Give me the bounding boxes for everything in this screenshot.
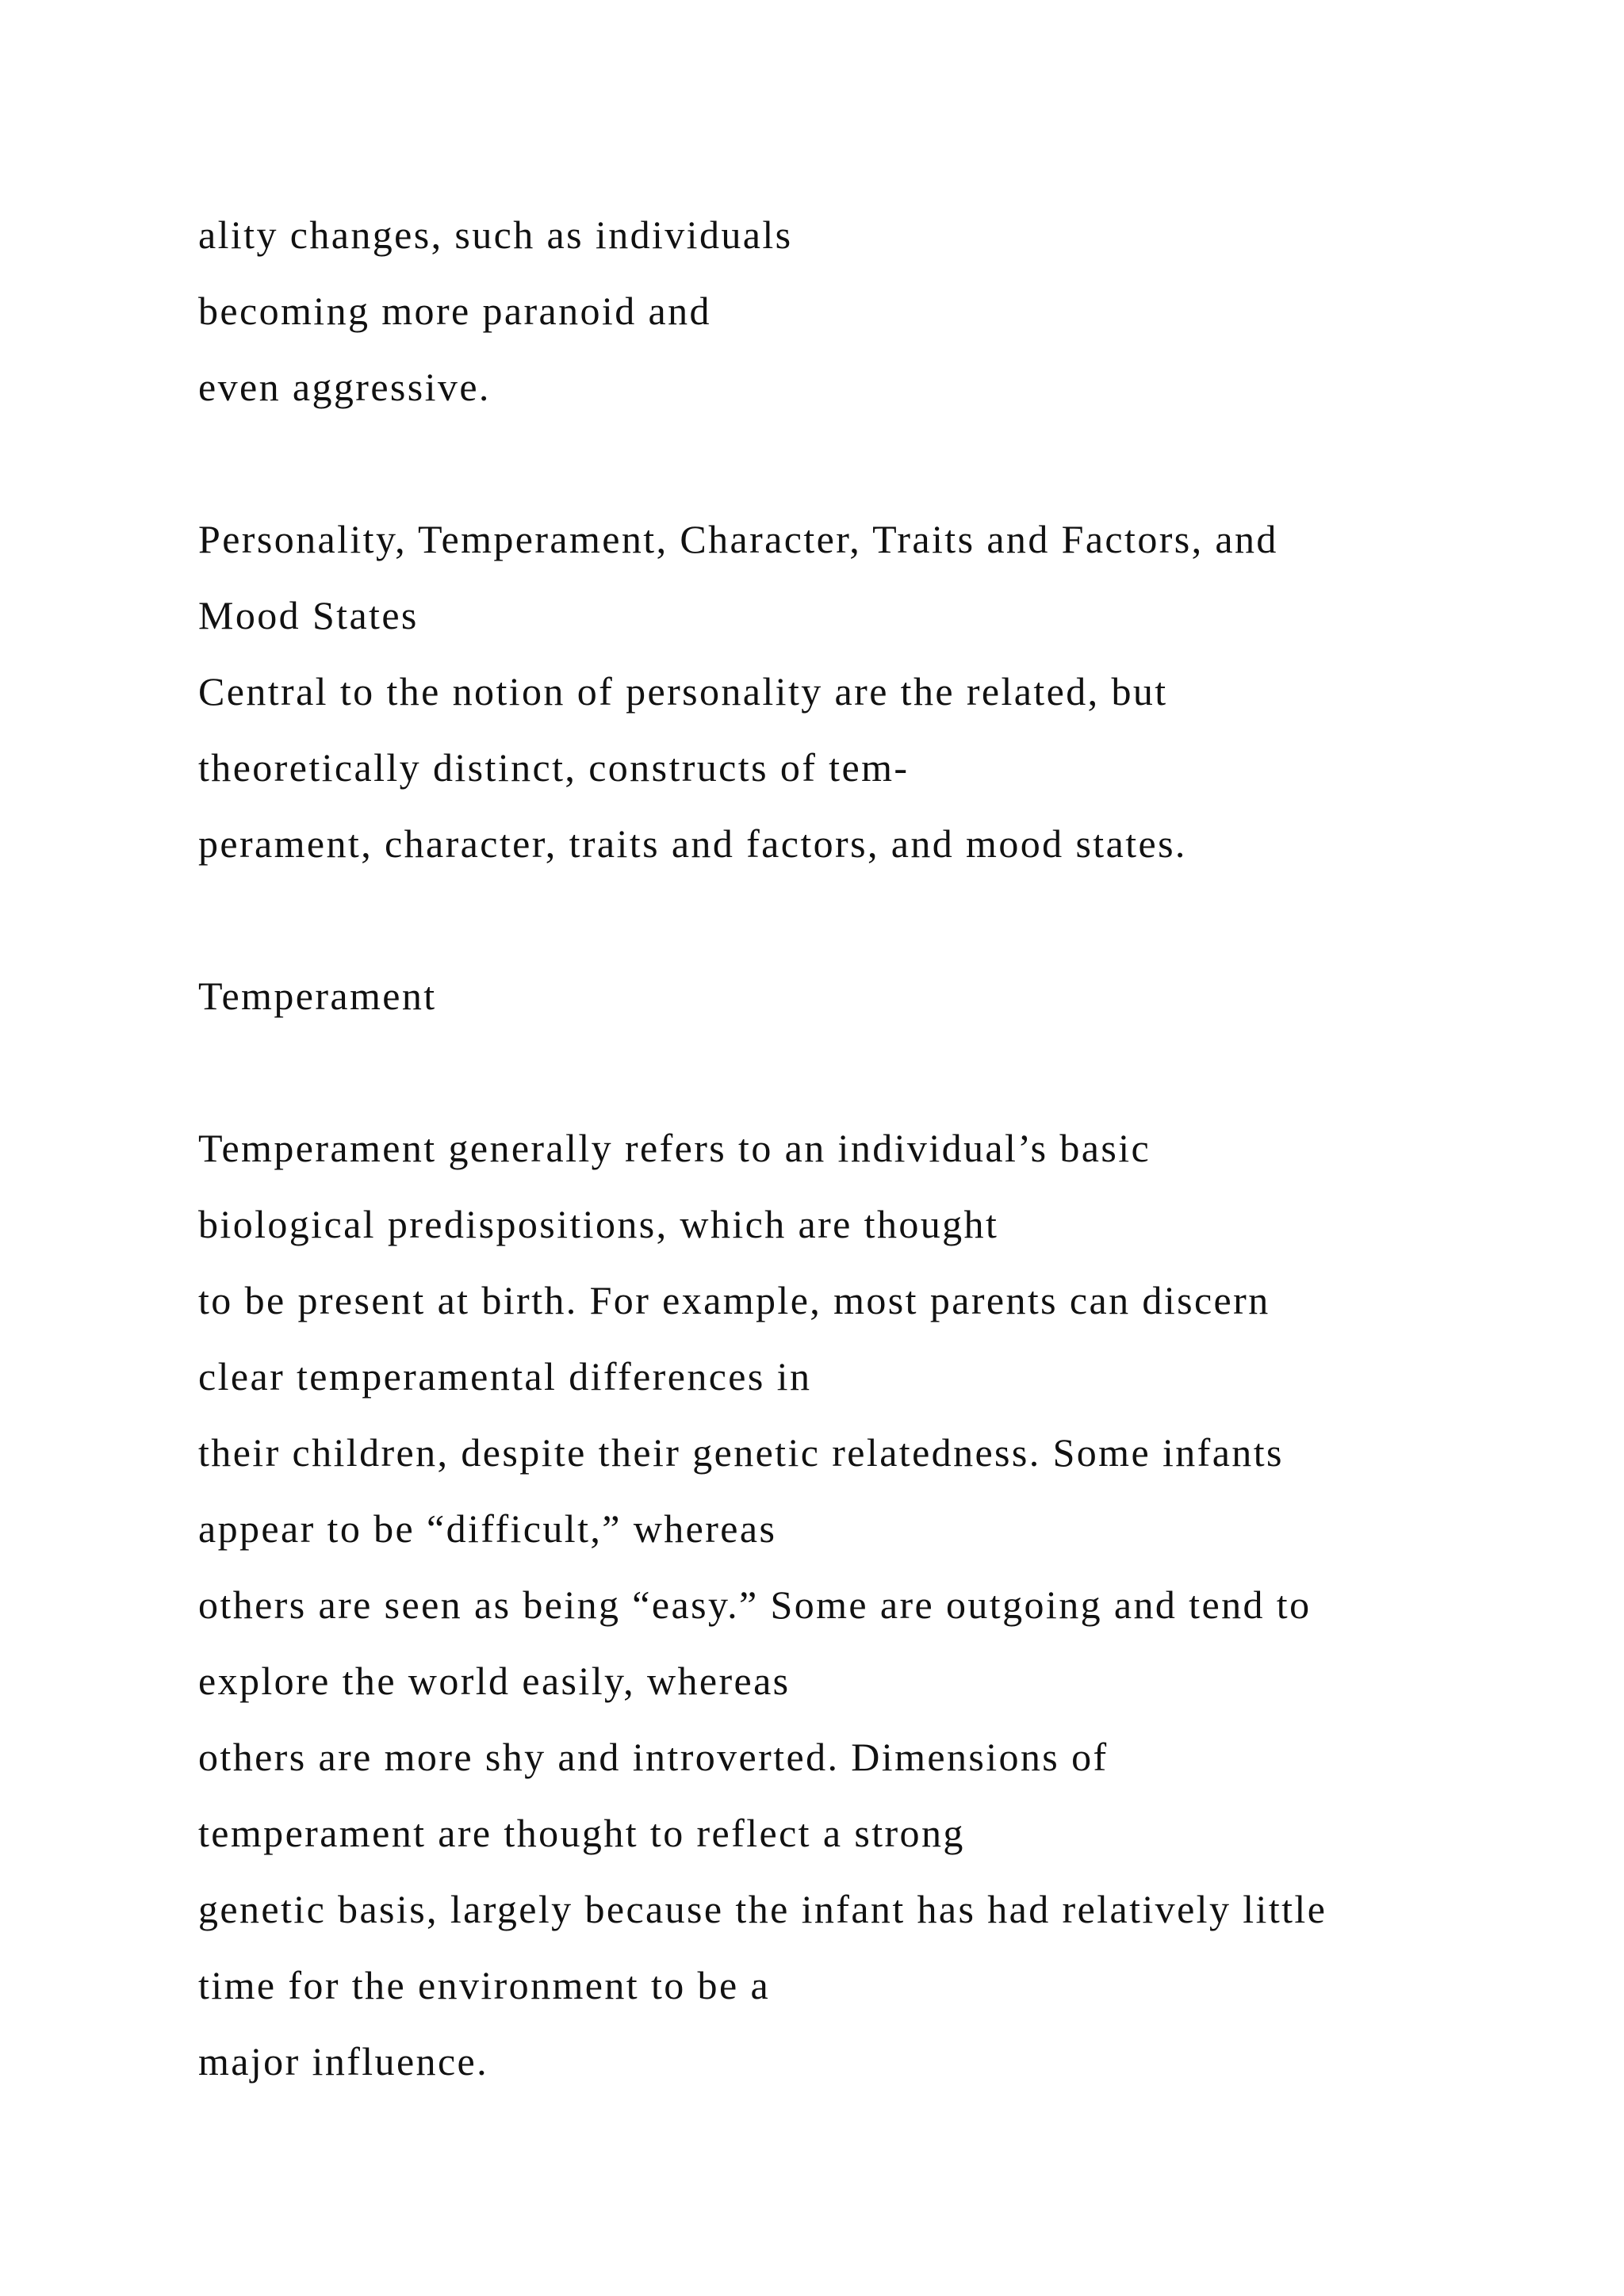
text-line: temperament are thought to reflect a strong — [198, 1811, 965, 1855]
personality-paragraph — [198, 653, 1546, 882]
text-line: becoming more paranoid and — [198, 289, 711, 333]
blank-line — [198, 1034, 1546, 1110]
text-line: their children, despite their genetic relatedness. Some infants — [198, 1430, 1284, 1475]
text-line: theoretically distinct, constructs of tem- — [198, 745, 910, 790]
temperament-paragraph — [198, 1110, 1546, 2099]
text-line: appear to be “difficult,” whereas — [198, 1506, 777, 1551]
section-heading-personality — [198, 501, 1546, 653]
text-line: time for the environment to be a — [198, 1963, 771, 2007]
text-line: others are more shy and introverted. Dimensions of — [198, 1735, 1109, 1779]
heading-line: Mood States — [198, 593, 419, 637]
text-line: to be present at birth. For example, most parents can discern — [198, 1278, 1270, 1322]
text-line: ality changes, such as individuals — [198, 212, 793, 257]
section-heading-temperament: Temperament — [198, 974, 437, 1018]
blank-line — [198, 425, 1546, 501]
text-line: clear temperamental differences in — [198, 1354, 812, 1399]
text-line: major influence. — [198, 2039, 489, 2084]
text-column — [198, 197, 1546, 2099]
blank-line — [198, 882, 1546, 958]
text-line: others are seen as being “easy.” Some are outgoing and tend to — [198, 1582, 1312, 1627]
text-line: even aggressive. — [198, 365, 491, 409]
heading-line: Personality, Temperament, Character, Traits and Factors, and — [198, 517, 1278, 561]
text-line: Central to the notion of personality are the related, but — [198, 669, 1168, 714]
text-line: genetic basis, largely because the infant has had relatively little — [198, 1887, 1327, 1931]
text-line: explore the world easily, whereas — [198, 1659, 791, 1703]
text-line: Temperament generally refers to an individual’s basic — [198, 1126, 1151, 1170]
intro-paragraph — [198, 197, 1546, 425]
text-line: biological predispositions, which are thought — [198, 1202, 999, 1246]
text-line: perament, character, traits and factors, and mood states. — [198, 821, 1187, 866]
